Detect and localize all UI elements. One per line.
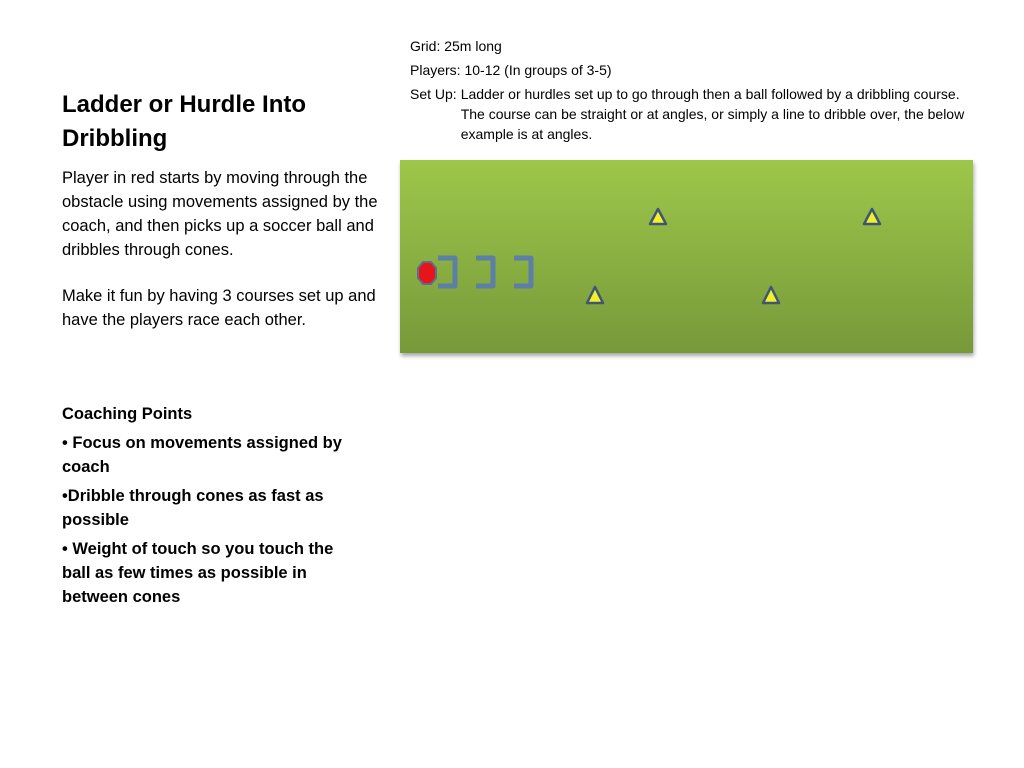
- drill-diagram: [400, 160, 973, 353]
- players-info: Players: 10-12 (In groups of 3-5): [410, 62, 612, 78]
- description-race: Make it fun by having 3 courses set up and have the players race each other.: [62, 287, 376, 329]
- setup-info: [410, 36, 970, 144]
- slide-title: Ladder or Hurdle Into Dribbling: [62, 91, 307, 152]
- coaching-heading: Coaching Points: [62, 405, 193, 423]
- setup-label: Set Up:: [410, 86, 457, 102]
- coaching-point: • Focus on movements assigned by coach: [62, 434, 342, 476]
- description-block: [62, 166, 380, 332]
- description: Player in red starts by moving through the obstacle using movements assigned by the coach, and then picks up a soccer ball and dribbles through cones.: [62, 169, 378, 259]
- field-svg: [400, 160, 973, 353]
- setup-row: [410, 84, 970, 144]
- coaching-points: [62, 402, 362, 614]
- grid-info: Grid: 25m long: [410, 38, 502, 54]
- coaching-point: •Dribble through cones as fast as possible: [62, 487, 324, 529]
- setup-text: Ladder or hurdles set up to go through then a ball followed by a dribbling course. The course can be straight or at angles, or simply a line to dribble over, the below example is at angles.: [460, 86, 965, 142]
- coaching-point: • Weight of touch so you touch the ball as few times as possible in between cones: [62, 540, 334, 606]
- player-icon: [418, 262, 436, 284]
